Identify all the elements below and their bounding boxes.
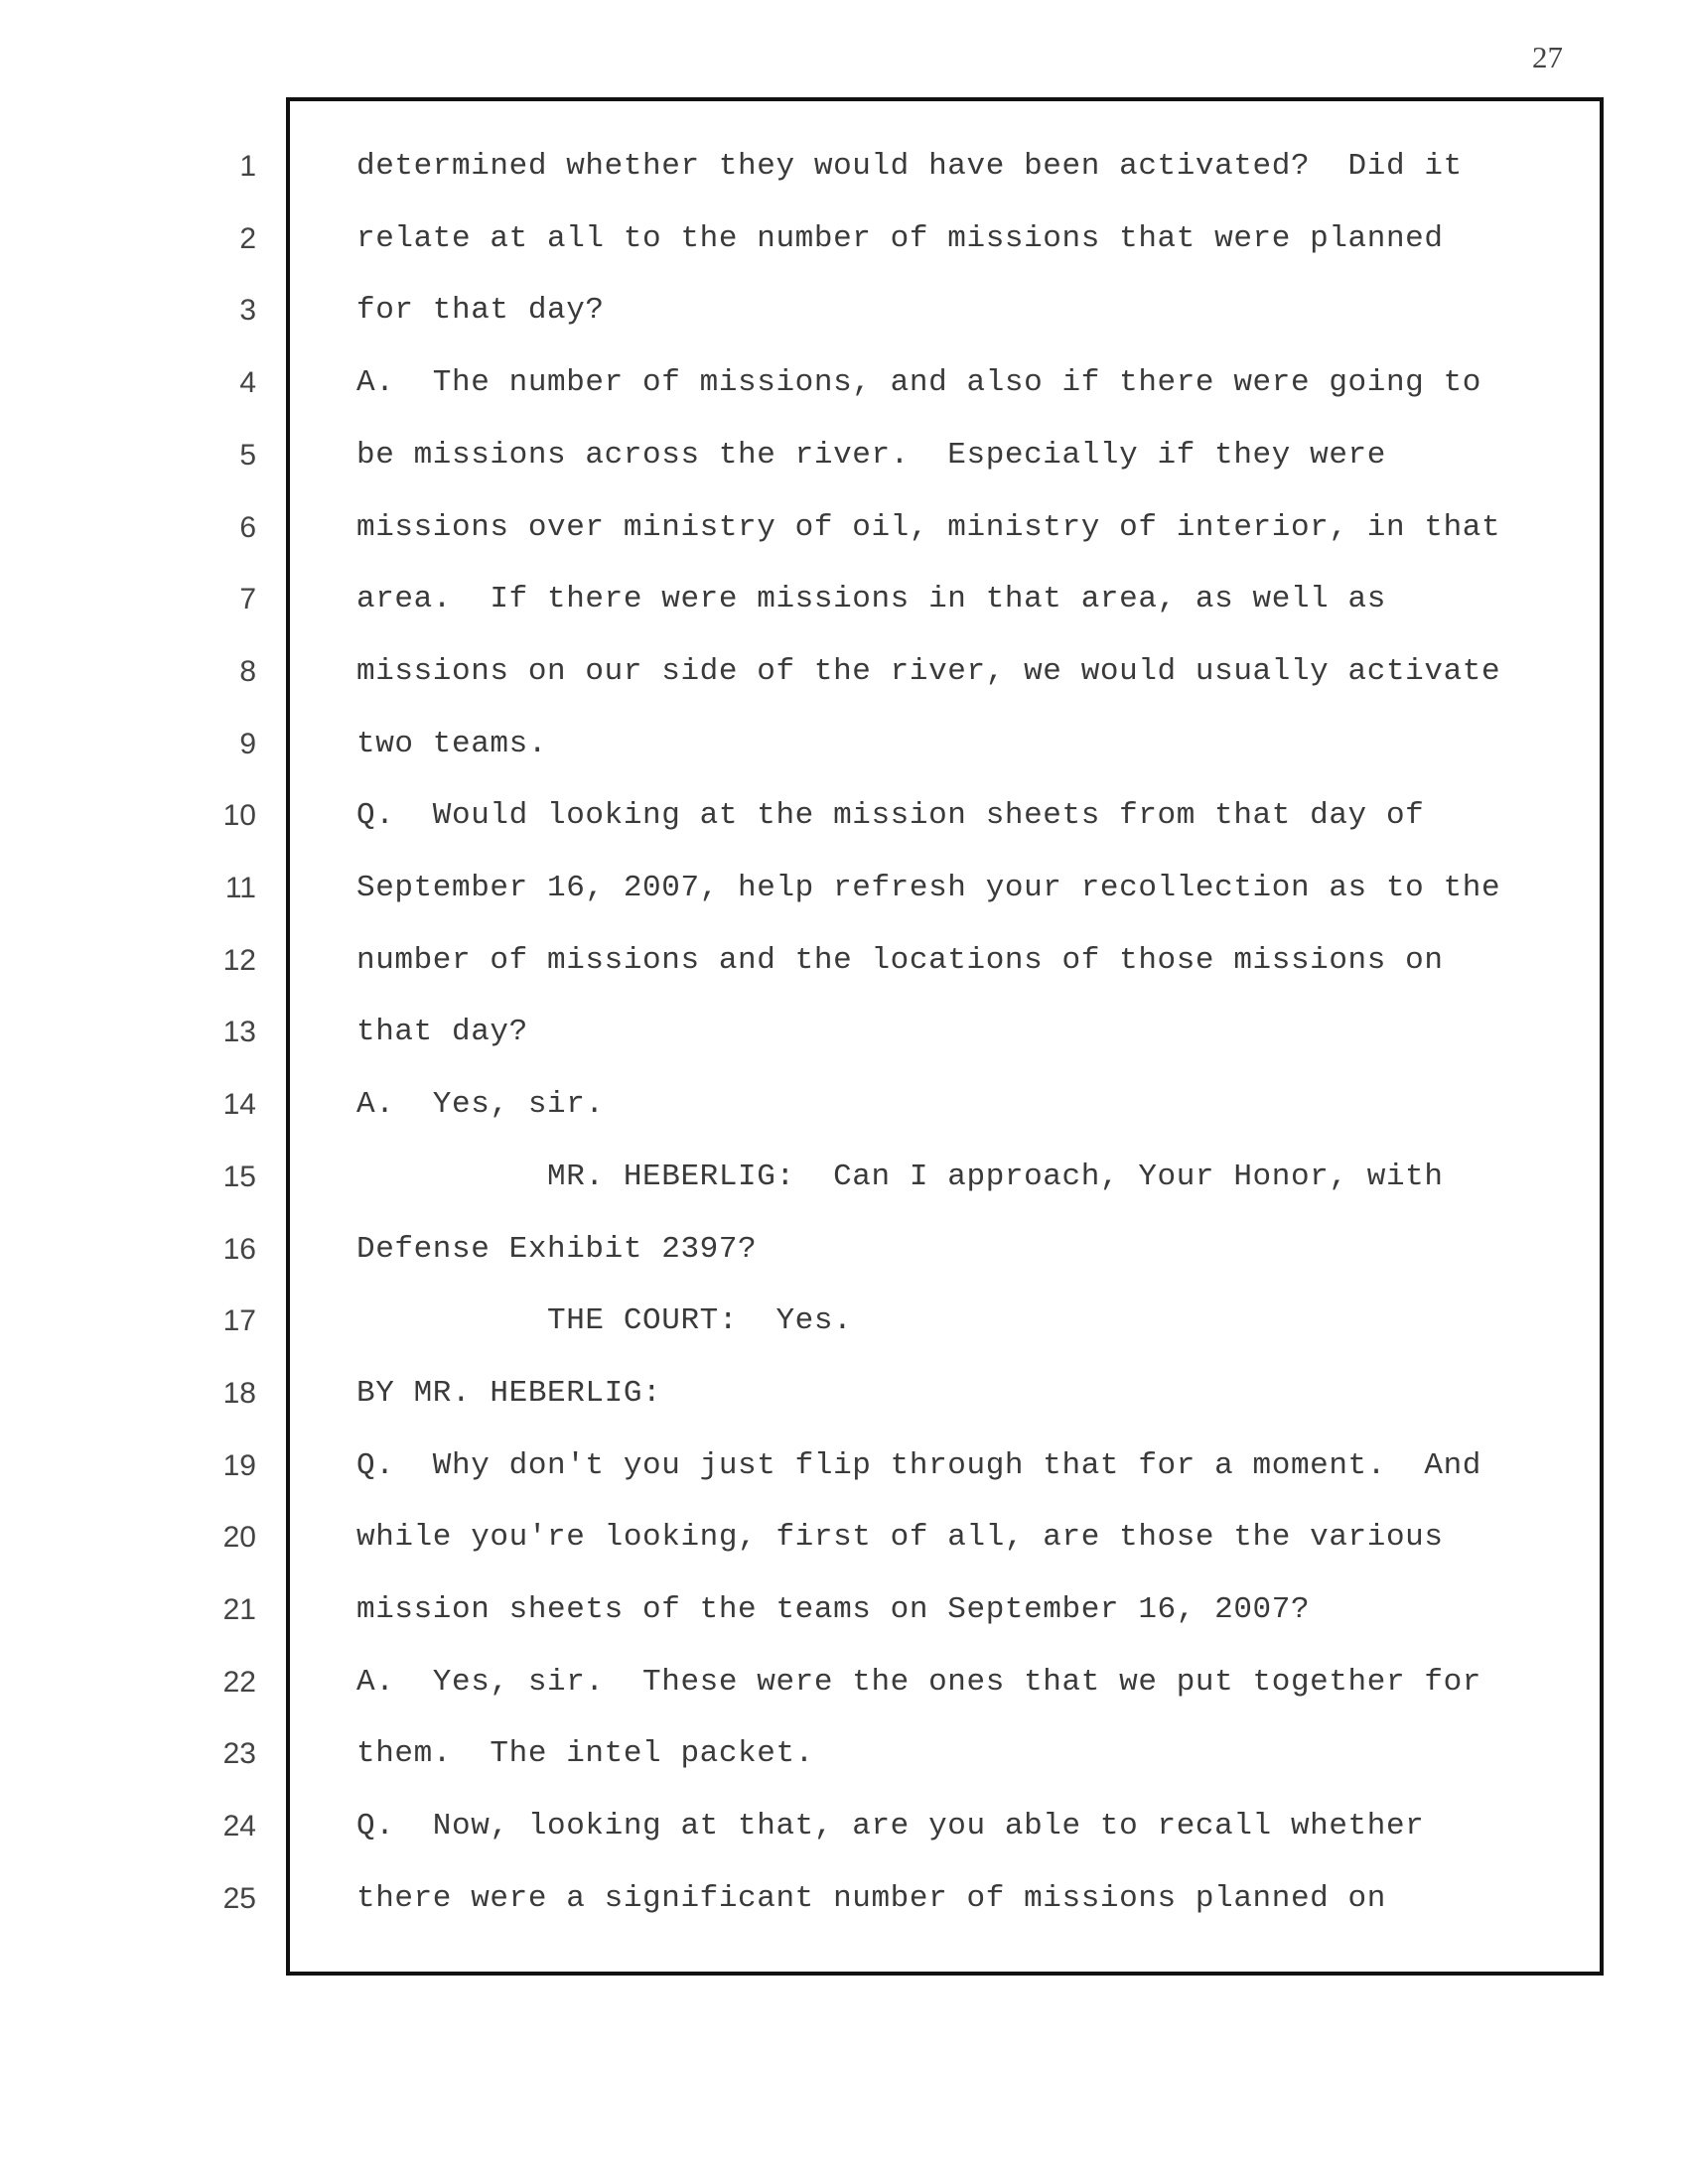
line-text: area. If there were missions in that area, as well as [356,582,1386,617]
transcript-line [0,1790,1688,1862]
line-text: Q. Now, looking at that, are you able to recall whether [356,1809,1425,1844]
line-number: 2 [239,221,256,255]
line-number: 4 [239,366,256,400]
line-text: determined whether they would have been activated? Did it [356,149,1463,184]
line-number: 15 [222,1160,256,1193]
transcript-line [0,203,1688,275]
line-number: 16 [222,1232,256,1266]
line-text: Defense Exhibit 2397? [356,1231,758,1267]
line-number: 6 [239,510,256,544]
line-number: 13 [222,1016,256,1049]
line-number: 25 [222,1881,256,1915]
transcript-line [0,635,1688,708]
transcript-line [0,1646,1688,1718]
line-number: 23 [222,1737,256,1771]
line-number: 24 [222,1810,256,1843]
line-text: them. The intel packet. [356,1736,814,1772]
line-number: 18 [222,1376,256,1410]
line-text: number of missions and the locations of those missions on [356,942,1444,978]
transcript-line [0,1357,1688,1430]
line-number: 5 [239,438,256,472]
line-text: while you're looking, first of all, are those the various [356,1520,1444,1556]
line-number: 1 [239,150,256,183]
line-text: Q. Why don't you just flip through that for a moment. And [356,1447,1481,1483]
line-number: 17 [222,1304,256,1338]
line-text: A. Yes, sir. [356,1087,605,1123]
line-number: 21 [222,1593,256,1626]
line-text: missions on our side of the river, we would usually activate [356,653,1501,689]
line-number: 14 [222,1088,256,1122]
page-number: 27 [1532,40,1563,74]
transcript-line [0,779,1688,852]
transcript-line [0,130,1688,203]
transcript-line [0,1501,1688,1573]
transcript-line [0,563,1688,635]
transcript-line [0,346,1688,419]
line-number: 12 [222,943,256,977]
transcript-line [0,708,1688,780]
line-number: 9 [239,727,256,760]
transcript-line [0,419,1688,491]
line-text: missions over ministry of oil, ministry of interior, in that [356,509,1501,545]
line-text: be missions across the river. Especially if they were [356,437,1386,473]
transcript-line [0,996,1688,1068]
transcript-line [0,1862,1688,1935]
line-number: 19 [222,1448,256,1482]
line-text: A. The number of missions, and also if there were going to [356,365,1481,401]
transcript-line [0,1573,1688,1646]
transcript-line [0,491,1688,564]
transcript-line [0,274,1688,346]
line-text: relate at all to the number of missions that were planned [356,220,1444,256]
line-number: 10 [222,799,256,833]
line-text: A. Yes, sir. These were the ones that we put together for [356,1664,1481,1700]
line-text: MR. HEBERLIG: Can I approach, Your Honor, with [356,1159,1444,1194]
transcript-line [0,1430,1688,1502]
line-number: 11 [224,872,256,904]
line-number: 3 [239,294,256,328]
line-text: BY MR. HEBERLIG: [356,1375,662,1411]
line-text: mission sheets of the teams on September 16, 2007? [356,1592,1311,1627]
line-text: Q. Would looking at the mission sheets from that day of [356,798,1425,834]
transcript-line [0,1285,1688,1357]
line-text: September 16, 2007, help refresh your recollection as to the [356,871,1501,905]
line-number: 7 [239,583,256,616]
transcript-line [0,852,1688,924]
line-number: 20 [222,1521,256,1555]
line-text: two teams. [356,726,548,761]
transcript-line [0,1141,1688,1213]
line-text: that day? [356,1015,528,1050]
transcript-line [0,1717,1688,1790]
line-text: THE COURT: Yes. [356,1303,853,1339]
line-number: 8 [239,654,256,688]
line-text: for that day? [356,293,605,329]
line-text: there were a significant number of missions planned on [356,1880,1386,1916]
transcript-line [0,1213,1688,1286]
transcript-line [0,924,1688,997]
transcript-line [0,1068,1688,1141]
line-number: 22 [222,1665,256,1699]
